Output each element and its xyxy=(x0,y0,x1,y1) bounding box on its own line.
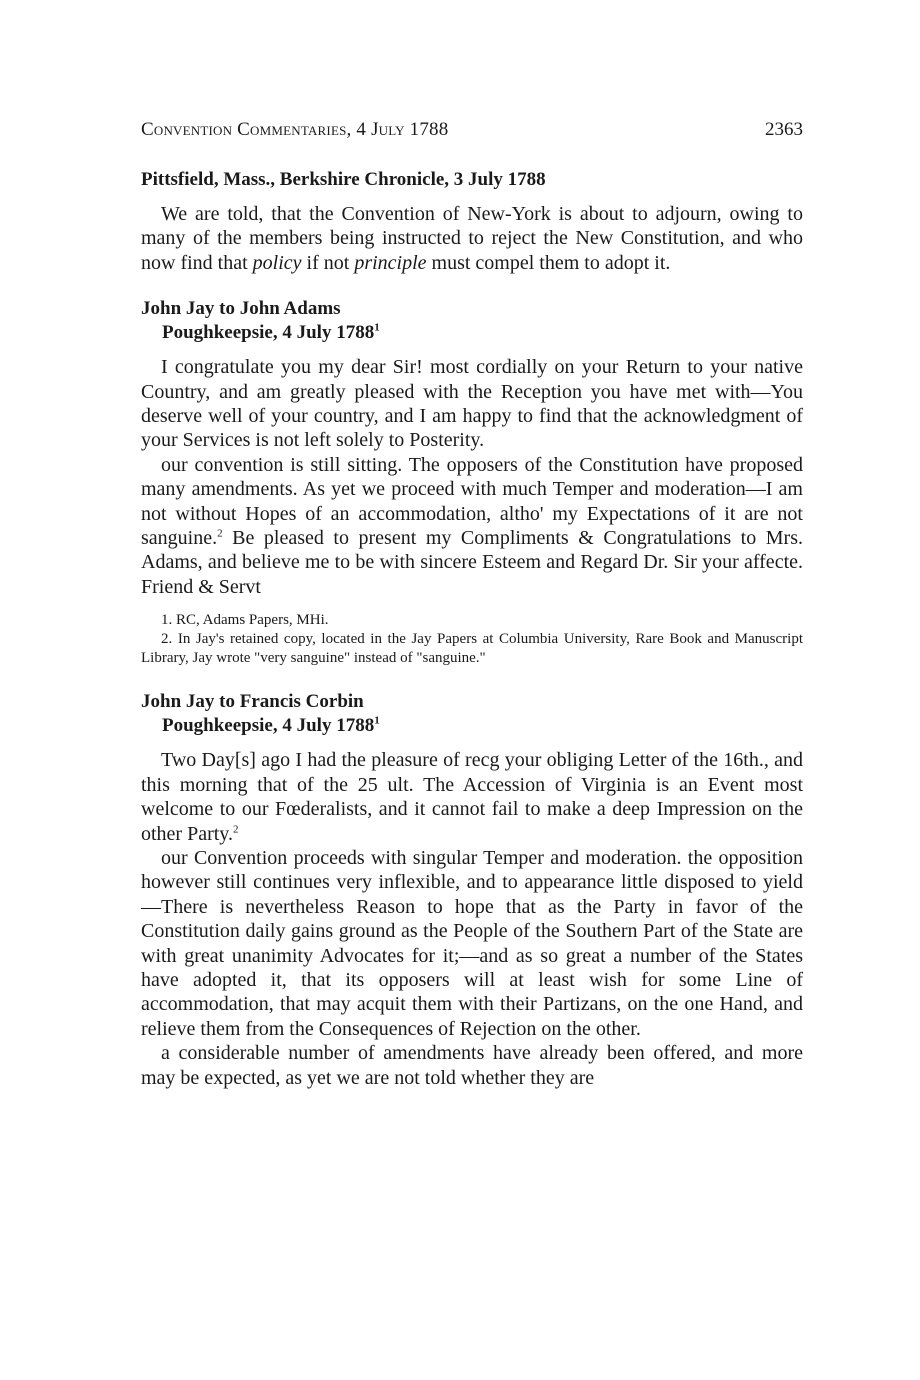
letter-heading: John Jay to Francis Corbin xyxy=(141,691,364,713)
footnote: 1. RC, Adams Papers, MHi. xyxy=(161,612,329,629)
paragraph: We are told, that the Convention of New-York is about to adjourn, owing to many of the members being instructed to reject the New Constitution, and who now find that policy if not principle must compel them to adopt it. xyxy=(141,203,803,274)
footnote-ref: 2 xyxy=(233,822,239,835)
section-jay-to-adams xyxy=(141,297,803,668)
italic-principle: principle xyxy=(354,251,427,274)
footnote-ref: 1 xyxy=(374,714,380,727)
footnote: 2. In Jay's retained copy, located in the Jay Papers at Columbia University, Rare Book and Manuscript Library, Jay wrote "very sanguine" instead of "sanguine." xyxy=(141,631,803,667)
section-heading: Pittsfield, Mass., Berkshire Chronicle, 3 July 1788 xyxy=(141,169,546,190)
paragraph: Two Day[s] ago I had the pleasure of recg your obliging Letter of the 16th., and this morning that of the 25 ult. The Accession of Virginia is an Event most welcome to our Fœderalists, and it cannot fail to make a deep Impression on the other Party.$^2$ xyxy=(141,749,803,845)
section-berkshire-chronicle xyxy=(141,168,803,275)
section-jay-to-corbin xyxy=(141,690,803,1090)
italic-policy: policy xyxy=(252,251,302,274)
running-head-title: Convention Commentaries, 4 July 1788 xyxy=(141,119,449,140)
footnotes xyxy=(141,611,803,668)
letter-heading: John Jay to John Adams xyxy=(141,298,341,320)
letter-dateline: Poughkeepsie, 4 July 1788$^1$ xyxy=(162,714,380,737)
footnote-ref: 1 xyxy=(374,321,380,334)
letter-dateline: Poughkeepsie, 4 July 1788$^1$ xyxy=(162,321,380,344)
paragraph: I congratulate you my dear Sir! most cordially on your Return to your native Country, and am greatly pleased with the Reception you have met with—You deserve well of your country, and I am happy to find that the acknowledgment of your Services is not left solely to Posterity. xyxy=(141,356,803,452)
page-number: 2363 xyxy=(765,119,803,140)
paragraph: a considerable number of amendments have already been offered, and more may be expected, as yet we are not told whether they are xyxy=(141,1042,803,1089)
running-head xyxy=(141,118,803,142)
footnote-ref: 2 xyxy=(217,527,223,540)
paragraph: our Convention proceeds with singular Temper and moderation. the opposition however still continues very inflexible, and to appearance little disposed to yield—There is nevertheless Reason to hope that as the Party in favor of the Constitution daily gains ground as the People of the Southern Part of the State are with great unanimity Advocates for it;—and as so great a number of the States have adopted it, that its opposers will at least wish for some Line of accommodation, that may acquit them with their Partizans, on the one Hand, and relieve them from the Consequences of Rejection on the other. xyxy=(141,846,803,1040)
paragraph: our convention is still sitting. The opposers of the Constitution have proposed many amendments. As yet we proceed with much Temper and moderation—I am not without Hopes of an accommodation, altho' my Expectations of it are not sanguine.$^2$ Be pleased to present my Compliments & Congratulations to Mrs. Adams, and believe me to be with sincere Esteem and Regard Dr. Sir your affecte. Friend & Servt xyxy=(141,453,803,598)
document-page xyxy=(141,118,803,1112)
